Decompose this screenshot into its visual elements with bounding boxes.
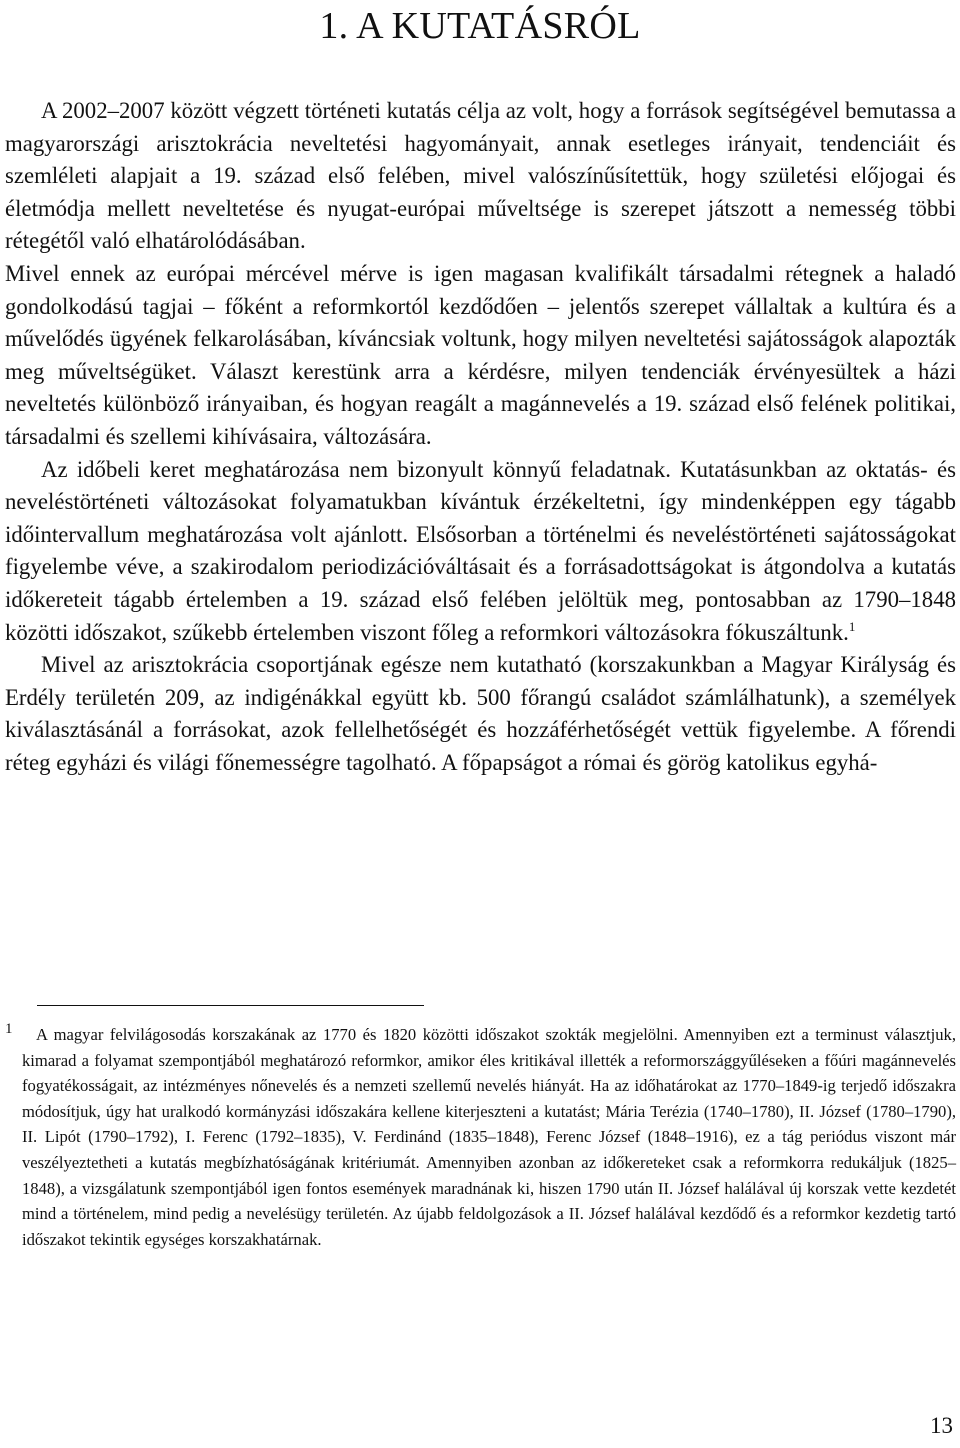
chapter-heading: 1. A KUTATÁSRÓL — [319, 5, 641, 47]
paragraph-3-text: Az időbeli keret meghatározása nem bizonyult könnyű feladatnak. Kutatásunkban az oktatás- és neveléstörténeti változásokat folyamatukban kívántuk érzékeltetni, így mindenképpen egy tágabb időintervallum meghatározása volt ajánlott. Elsősorban a történelmi és neveléstörténeti sajátosságokat figyelembe véve, a szakirodalom periodizációváltásait és a forrásadottságokat is átgondolva a kutatás időkereteit tágabb értelemben a 19. század első felében jelöltük meg, pontosabban az 1790–1848 közötti időszakot, szűkebb értelemben viszont főleg a reformkori változásokra fókuszáltunk. — [5, 456, 956, 645]
body-text — [5, 95, 956, 779]
paragraph-1: A 2002–2007 között végzett történeti kutatás célja az volt, hogy a források segítségével bemutassa a magyarországi arisztokrácia neveltetési hagyományait, annak esetleges irányait, tendenciáit és szemléleti alapjait a 19. század első felében, mivel valószínűsítettük, hogy születési előjogai és életmódja mellett neveltetése és nyugat-európai műveltsége is szerepet játszott a nemesség többi rétegétől való elhatárolódásában. — [5, 98, 956, 254]
footnote-separator — [37, 1005, 424, 1006]
paragraph-2: Mivel ennek az európai mércével mérve is igen magasan kvalifikált társadalmi rétegnek a haladó gondolkodású tagjai – főként a reformkortól kezdődően – jelentős szerepet vállaltak a kultúra és a művelődés ügyének felkarolásában, kíváncsiak voltunk, hogy milyen neveltetési sajátosságok alapozták meg műveltségüket. Választ kerestünk arra a kérdésre, milyen tendenciák érvényesültek a házi neveltetés különböző irányaiban, és hogyan reagált a magánnevelés a 19. század első felének politikai, társadalmi és szellemi kihívásaira, változására. — [5, 260, 956, 449]
paragraph-4: Mivel az arisztokrácia csoportjának egésze nem kutatható (korszakunkban a Magyar Királyság és Erdély területén 209, az indigénákkal együtt kb. 500 főrangú családot számlálhatunk), a személyek kiválasztásánál a forrásokat, azok fellelhetőségét és hozzáférhetőségét vettük figyelembe. A főrendi réteg egyházi és világi főnemességre tagolható. A főpapságot a római és görög katolikus egyhá- — [5, 652, 956, 775]
footnote: 1 A magyar felvilágosodás korszakának az 1770 és 1820 közötti időszakot szokták megjelölni. Amennyiben ezt a terminust választjuk, kimarad a folyamat szempontjából meghatározó reformkor, amikor éles kritikával illették a reformországgyűléseken a főúri magánnevelés fogyatékosságait, az intézményes nőnevelés és a nemzeti szellemű nevelés hiányát. Ha az időhatárokat az 1770–1849-ig terjedő időszakra módosítjuk, úgy hat uralkodó kormányzási időszakára kellene kiterjeszteni a kutatást; Mária Terézia (1740–1780), II. József (1780–1790), II. Lipót (1790–1792), I. Ferenc (1792–1835), V. Ferdinánd (1835–1848), Ferenc József (1848–1916), ez a tág periódus viszont már veszélyeztetheti a kutatás megbízhatóságának kritériumát. Amennyiben azonban az időkereteket csak a reformkorra redukáljuk (1825–1848), a vizsgálatunk szempontjából igen fontos események maradnának ki, hiszen 1790 után II. József halálával új korszak vette kezdetét mind a történelem, mind pedig a nevelésügy területén. Az újabb feldolgozások a II. József halálával kezdődő és a reformkor kezdetig tartó időszakot tekintik egységes korszakhatárnak. — [5, 1022, 956, 1252]
page-number: 13 — [930, 1413, 953, 1438]
footnote-reference[interactable]: 1 — [848, 618, 856, 634]
footnote-text: A magyar felvilágosodás korszakának az 1770 és 1820 közötti időszakot szokták megjelölni. Amennyiben ezt a terminust választjuk, kimarad a folyamat szempontjából meghatározó reformkor, amikor éles kritikával illették a reformországgyűléseken a főúri magánnevelés fogyatékosságait, az intézményes nőnevelés és a nemzeti szellemű nevelés hiányát. Ha az időhatárokat az 1770–1849-ig terjedő időszakra módosítjuk, úgy hat uralkodó kormányzási időszakára kellene kiterjeszteni a kutatást; Mária Terézia (1740–1780), II. József (1780–1790), II. Lipót (1790–1792), I. Ferenc (1792–1835), V. Ferdinánd (1835–1848), Ferenc József (1848–1916), ez a tág periódus viszont már veszélyeztetheti a kutatás megbízhatóságának kritériumát. Amennyiben azonban az időkereteket csak a reformkorra redukáljuk (1825–1848), a vizsgálatunk szempontjából igen fontos események maradnának ki, hiszen 1790 után II. József halálával új korszak vette kezdetét mind a történelem, mind pedig a nevelésügy területén. Az újabb feldolgozások a II. József halálával kezdődő és a reformkor kezdetig tartó időszakot tekintik egységes korszakhatárnak. — [22, 1025, 956, 1249]
paragraph-3 — [5, 454, 956, 650]
